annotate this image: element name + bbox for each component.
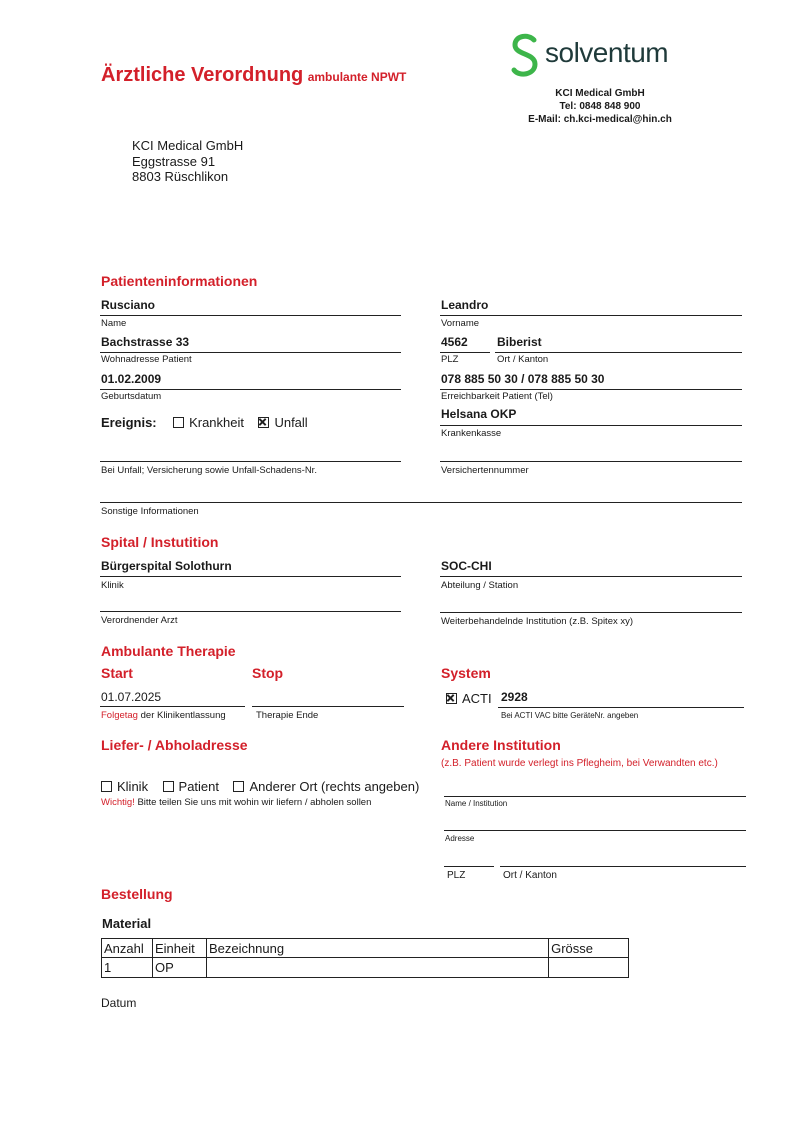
col-einheit: Einheit — [152, 939, 206, 958]
folgetag-label: Folgetag — [101, 710, 138, 721]
acti-label: ACTI — [462, 691, 492, 706]
system-heading: System — [441, 665, 491, 681]
cell-bezeichnung[interactable] — [206, 958, 548, 978]
form-title — [101, 64, 406, 87]
ereignis-row — [101, 414, 308, 432]
unfall-versicherung-label: Bei Unfall; Versicherung sowie Unfall-Schadens-Nr. — [101, 465, 317, 476]
ereignis-label: Ereignis: — [101, 415, 157, 430]
section-andere: Andere Institution — [441, 737, 561, 753]
patient-option-label: Patient — [178, 779, 220, 794]
patient-address-label: Wohnadresse Patient — [101, 354, 192, 365]
klinik-option-label: Klinik — [117, 779, 149, 794]
patient-ort-value[interactable]: Biberist — [497, 335, 542, 349]
patient-plz-label: PLZ — [441, 354, 459, 365]
recipient-line3: 8803 Rüschlikon — [132, 169, 229, 184]
system-label: Bei ACTI VAC bitte GeräteNr. angeben — [501, 711, 639, 720]
patient-address-value[interactable]: Bachstrasse 33 — [101, 335, 190, 349]
patient-phone-value[interactable]: 078 885 50 30 / 078 885 50 30 — [441, 372, 605, 386]
versichertennummer-label: Versichertennummer — [441, 465, 529, 476]
sonstige-label: Sonstige Informationen — [101, 506, 199, 517]
patient-phone-label: Erreichbarkeit Patient (Tel) — [441, 391, 553, 402]
abteilung-value[interactable]: SOC-CHI — [441, 559, 492, 573]
unfall-checkbox[interactable] — [258, 417, 269, 428]
cell-anzahl[interactable]: 1 — [102, 958, 153, 978]
wichtig-label: Wichtig! — [101, 797, 135, 808]
recipient-address — [132, 138, 243, 185]
patient-name-label: Name — [101, 318, 127, 329]
company-name: KCI Medical GmbH — [555, 88, 645, 99]
company-contact — [490, 87, 710, 126]
andere-plz-label: PLZ — [447, 870, 466, 881]
liefer-options — [101, 778, 419, 796]
company-email: E-Mail: ch.kci-medical@hin.ch — [528, 114, 672, 125]
krankheit-checkbox[interactable] — [173, 417, 184, 428]
section-patient: Patienteninformationen — [101, 273, 258, 289]
section-therapie: Ambulante Therapie — [101, 643, 236, 659]
patient-vorname-label: Vorname — [441, 318, 480, 329]
system-row — [446, 690, 492, 708]
sonstige-field[interactable] — [100, 502, 742, 503]
krankenkasse-value[interactable]: Helsana OKP — [441, 407, 517, 421]
versichertennummer-field[interactable] — [440, 461, 742, 462]
anderer-ort-label: Anderer Ort (rechts angeben) — [249, 779, 420, 794]
patient-vorname-value[interactable]: Leandro — [441, 298, 489, 312]
logo-text: solventum — [545, 37, 669, 68]
col-anzahl: Anzahl — [102, 939, 153, 958]
table-row — [102, 958, 629, 978]
start-heading: Start — [101, 665, 133, 681]
stop-heading: Stop — [252, 665, 284, 681]
arzt-field[interactable] — [100, 611, 401, 612]
solventum-logo — [509, 33, 689, 79]
andere-note: (z.B. Patient wurde verlegt ins Pflegheim, bei Verwandten etc.) — [441, 758, 718, 769]
andere-ort-label: Ort / Kanton — [503, 870, 557, 881]
andere-plz-field[interactable] — [444, 866, 494, 867]
andere-name-field[interactable] — [444, 796, 746, 797]
material-table — [101, 938, 629, 978]
liefer-note-text: Bitte teilen Sie uns mit wohin wir liefern / abholen sollen — [137, 797, 372, 808]
andere-ort-field[interactable] — [500, 866, 746, 867]
recipient-line2: Eggstrasse 91 — [132, 153, 216, 169]
krankheit-label: Krankheit — [189, 415, 244, 430]
logo-s-icon — [509, 33, 543, 79]
unfall-field[interactable] — [100, 461, 401, 462]
andere-name-label: Name / Institution — [445, 799, 508, 808]
andere-adresse-field[interactable] — [444, 830, 746, 831]
patient-name-value[interactable]: Rusciano — [101, 298, 156, 312]
klinik-label: Klinik — [101, 580, 124, 591]
liefer-note — [101, 797, 371, 808]
recipient-line1: KCI Medical GmbH — [132, 138, 244, 153]
title-subtitle: ambulante NPWT — [307, 70, 407, 84]
system-number-value[interactable]: 2928 — [501, 690, 528, 704]
material-header-row — [102, 939, 629, 958]
patient-dob-value[interactable]: 01.02.2009 — [101, 372, 162, 386]
cell-einheit[interactable]: OP — [152, 958, 206, 978]
title-main: Ärztliche Verordnung — [101, 64, 304, 86]
stop-label: Therapie Ende — [256, 710, 319, 721]
patient-dob-label: Geburtsdatum — [101, 391, 162, 402]
andere-adresse-label: Adresse — [445, 834, 475, 843]
company-tel: Tel: 0848 848 900 — [559, 101, 641, 112]
acti-checkbox[interactable] — [446, 693, 457, 704]
start-label — [101, 710, 226, 721]
start-label-rest: der Klinikentlassung — [140, 710, 226, 721]
cell-groesse[interactable] — [549, 958, 629, 978]
patient-plz-value[interactable]: 4562 — [441, 335, 468, 349]
section-spital: Spital / Instutition — [101, 534, 219, 550]
material-heading: Material — [102, 916, 152, 931]
krankenkasse-label: Krankenkasse — [441, 428, 502, 439]
col-bezeichnung: Bezeichnung — [206, 939, 548, 958]
stop-field[interactable] — [252, 706, 404, 707]
col-groesse: Grösse — [549, 939, 629, 958]
start-value[interactable]: 01.07.2025 — [101, 690, 162, 704]
section-liefer: Liefer- / Abholadresse — [101, 737, 248, 753]
patient-ort-label: Ort / Kanton — [497, 354, 549, 365]
section-bestellung: Bestellung — [101, 886, 173, 902]
klinik-checkbox[interactable] — [101, 781, 112, 792]
unfall-label: Unfall — [274, 415, 308, 430]
patient-checkbox[interactable] — [163, 781, 174, 792]
datum-label: Datum — [101, 996, 137, 1010]
weiter-label: Weiterbehandelnde Institution (z.B. Spitex xy) — [441, 616, 634, 627]
weiter-field[interactable] — [440, 612, 742, 613]
abteilung-label: Abteilung / Station — [441, 580, 519, 591]
anderer-ort-checkbox[interactable] — [233, 781, 244, 792]
klinik-value[interactable]: Bürgerspital Solothurn — [101, 559, 232, 573]
arzt-label: Verordnender Arzt — [101, 615, 178, 626]
